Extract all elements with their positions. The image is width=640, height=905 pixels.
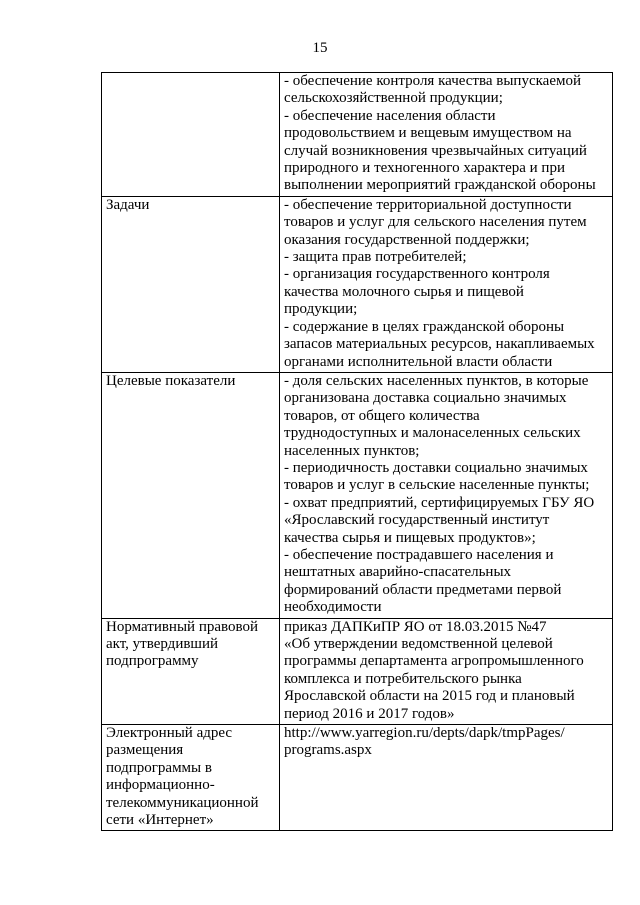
row-label: сети «Интернет» [106, 812, 214, 829]
row-label: подпрограмму [106, 653, 199, 670]
page-number: 15 [312, 40, 328, 56]
row-label: телекоммуникационной [106, 794, 259, 811]
table-row [102, 618, 613, 724]
text-line: - защита прав потребителей; [284, 249, 467, 266]
text-line: товаров и услуг для сельского населения путем [284, 214, 587, 231]
text-line: - обеспечение пострадавшего населения и [284, 546, 554, 563]
text-line: «Ярославский государственный институт [284, 512, 550, 529]
text-line: - доля сельских населенных пунктов, в которые [284, 372, 589, 389]
subprogram-url-line: programs.aspx [284, 742, 372, 759]
text-line: населенных пунктов; [284, 442, 420, 459]
table-row [102, 725, 613, 831]
text-line: формирований области предметами первой [284, 581, 562, 598]
row-label-cell [102, 725, 280, 831]
text-line: «Об утверждении ведомственной целевой [284, 636, 553, 652]
row-label: размещения [106, 742, 184, 759]
row-label-cell [102, 372, 280, 618]
text-line: - содержание в целях гражданской обороны [284, 318, 565, 335]
text-line: Ярославской области на 2015 год и плановый [284, 688, 575, 705]
row-label: Целевые показатели [106, 372, 236, 389]
row-label: акт, утвердивший [106, 636, 219, 652]
text-line: выполнении мероприятий гражданской обороны [284, 177, 596, 194]
text-line: оказания государственной поддержки; [284, 231, 530, 248]
text-line: - обеспечение контроля качества выпускаемой [284, 73, 582, 89]
text-line: запасов материальных ресурсов, накапливаемых [284, 336, 595, 353]
row-value-cell [280, 372, 613, 618]
text-line: программы департамента агропромышленного [284, 653, 584, 670]
row-label: Задачи [106, 196, 150, 213]
text-line: товаров, от общего количества [284, 407, 480, 424]
table-row [102, 196, 613, 372]
text-line: природного и техногенного характера и при [284, 160, 565, 177]
row-label: Нормативный правовой [106, 618, 258, 635]
text-line: необходимости [284, 599, 382, 616]
text-line: качества сырья и пищевых продуктов»; [284, 529, 536, 546]
row-label-cell [102, 196, 280, 372]
text-line: органами исполнительной власти области [284, 353, 553, 370]
text-line: товаров и услуг в сельские населенные пункты; [284, 477, 590, 494]
subprogram-url-line: http://www.yarregion.ru/depts/dapk/tmpPages/ [284, 725, 565, 742]
text-line: организована доставка социально значимых [284, 390, 567, 407]
row-label: подпрограммы в [106, 759, 212, 776]
text-line: - обеспечение территориальной доступности [284, 196, 572, 213]
text-line: качества молочного сырья и пищевой [284, 283, 524, 300]
text-line: - периодичность доставки социально значимых [284, 459, 588, 476]
text-line: - охват предприятий, сертифицируемых ГБУ ЯО [284, 494, 595, 511]
text-line: случай возникновения чрезвычайных ситуаций [284, 142, 587, 159]
row-label: информационно- [106, 777, 215, 794]
text-line: комплекса и потребительского рынка [284, 670, 522, 687]
text-line: - обеспечение населения области [284, 107, 496, 124]
text-line: сельскохозяйственной продукции; [284, 90, 503, 107]
row-label-cell [102, 73, 280, 197]
row-value-cell [280, 73, 613, 197]
text-line: продукции; [284, 301, 358, 318]
text-line: период 2016 и 2017 годов» [284, 705, 455, 722]
row-value-cell [280, 196, 613, 372]
text-line: приказ ДАПКиПР ЯО от 18.03.2015 №47 [284, 618, 547, 635]
row-value-cell [280, 725, 613, 831]
text-line: труднодоступных и малонаселенных сельских [284, 425, 581, 442]
text-line: нештатных аварийно-спасательных [284, 564, 512, 581]
table-row [102, 372, 613, 618]
text-line: - организация государственного контроля [284, 266, 550, 283]
table-row [102, 73, 613, 197]
row-label: Электронный адрес [106, 725, 233, 742]
subprogram-passport-table [101, 72, 613, 831]
row-value-cell [280, 618, 613, 724]
row-label-cell [102, 618, 280, 724]
text-line: продовольствием и вещевым имуществом на [284, 125, 572, 142]
